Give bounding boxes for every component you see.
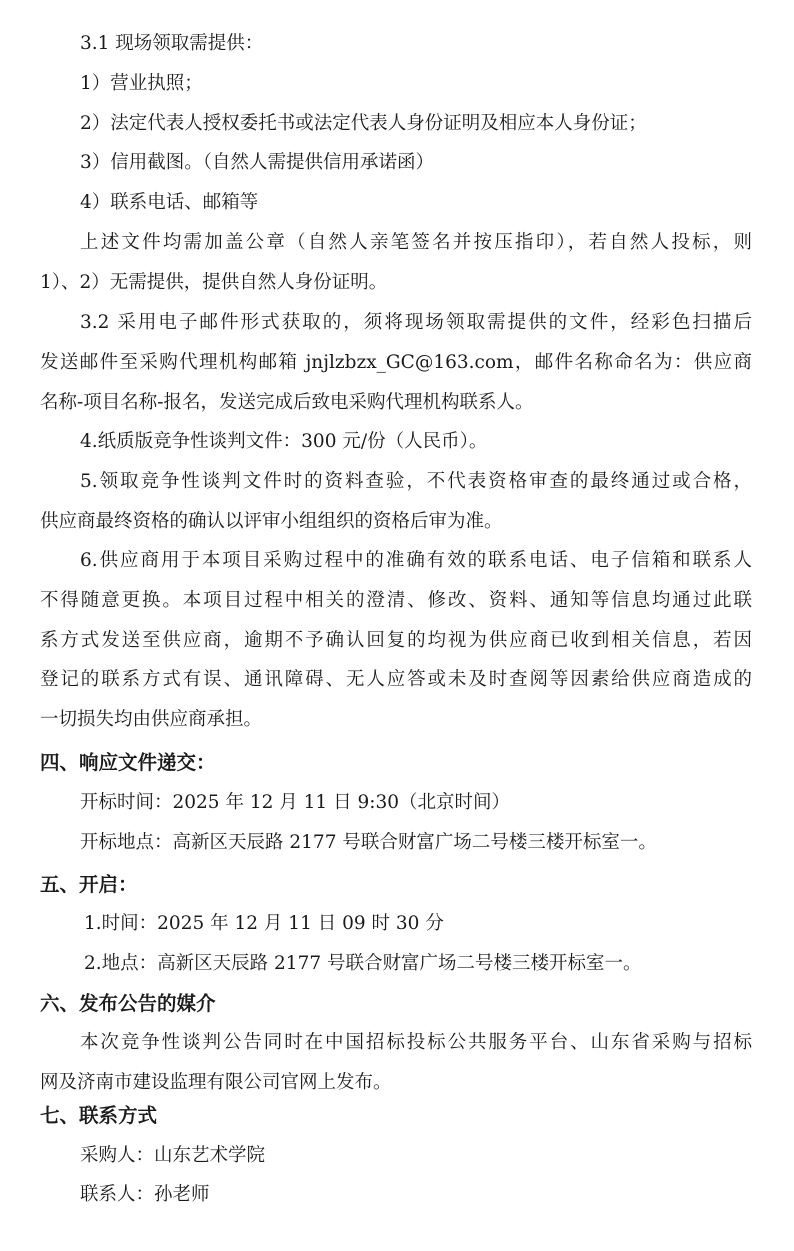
section-3-1-title: 3.1 现场领取需提供：	[80, 33, 264, 54]
opening-place: 2.地点：高新区天辰路 2177 号联合财富广场二号楼三楼开标室一。	[84, 953, 642, 974]
paragraph-line: 不得随意更换。本项目过程中相关的澄清、修改、资料、通知等信息均通过此联	[40, 590, 752, 611]
paragraph-line: 一切损失均由供应商承担。	[40, 709, 263, 730]
section-heading: 五、开启：	[40, 873, 138, 896]
paragraph-line: 系方式发送至供应商，逾期不予确认回复的均视为供应商已收到相关信息，若因	[40, 630, 752, 651]
opening-time: 1.时间：2025 年 12 月 11 日 09 时 30 分	[84, 913, 444, 934]
section-heading: 六、发布公告的媒介	[40, 992, 216, 1015]
paragraph-line: 4.纸质版竞争性谈判文件：300 元/份（人民币）。	[80, 431, 488, 452]
paragraph-line: 1）、2）无需提供，提供自然人身份证明。	[40, 272, 388, 293]
opening-time: 开标时间：2025 年 12 月 11 日 9:30（北京时间）	[80, 792, 510, 813]
list-item-credit: 3）信用截图。（自然人需提供信用承诺函）	[80, 152, 435, 173]
paragraph-line: 发送邮件至采购代理机构邮箱 jnjlzbzx_GC@163.com，邮件名称命名为：供应商	[40, 352, 752, 373]
paragraph-line: 上述文件均需加盖公章（自然人亲笔签名并按压指印），若自然人投标，则	[80, 232, 752, 253]
paragraph-line: 供应商最终资格的确认以评审小组组织的资格后审为准。	[40, 511, 503, 532]
section-heading: 七、联系方式	[40, 1104, 158, 1127]
purchaser: 采购人：山东艺术学院	[80, 1145, 266, 1166]
section-heading: 四、响应文件递交：	[40, 751, 216, 774]
list-item-license: 1）营业执照；	[80, 73, 203, 94]
paragraph-line: 网及济南市建设监理有限公司官网上发布。	[40, 1072, 392, 1093]
opening-place: 开标地点：高新区天辰路 2177 号联合财富广场二号楼三楼开标室一。	[80, 832, 657, 853]
paragraph-line: 登记的联系方式有误、通讯障碍、无人应答或未及时查阅等因素给供应商造成的	[40, 669, 752, 690]
list-item-authorization: 2）法定代表人授权委托书或法定代表人身份证明及相应本人身份证；	[80, 113, 647, 134]
paragraph-line: 3.2 采用电子邮件形式获取的，须将现场领取需提供的文件，经彩色扫描后	[80, 312, 752, 333]
paragraph-line: 6.供应商用于本项目采购过程中的准确有效的联系电话、电子信箱和联系人	[80, 550, 752, 571]
paragraph-line: 5.领取竞争性谈判文件时的资料查验，不代表资格审查的最终通过或合格，	[80, 471, 752, 492]
paragraph-line: 名称-项目名称-报名，发送完成后致电采购代理机构联系人。	[40, 392, 534, 413]
contact-person: 联系人：孙老师	[80, 1184, 210, 1205]
list-item-contact-info: 4）联系电话、邮箱等	[80, 192, 259, 213]
paragraph-line: 本次竞争性谈判公告同时在中国招标投标公共服务平台、山东省采购与招标	[80, 1032, 752, 1053]
